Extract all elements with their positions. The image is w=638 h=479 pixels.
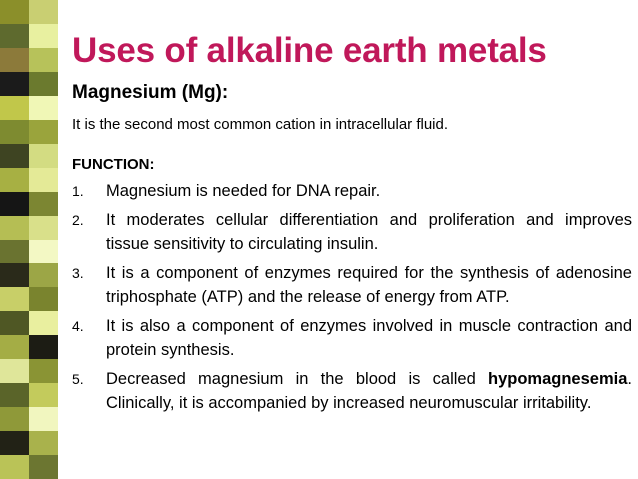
function-list: [72, 179, 632, 415]
stripe-swatch: [29, 407, 58, 431]
stripe-swatch: [29, 96, 58, 120]
stripe-block: [0, 335, 58, 359]
function-item: [72, 261, 632, 309]
stripe-swatch: [29, 240, 58, 264]
stripe-block: [0, 0, 58, 24]
stripe-swatch: [29, 383, 58, 407]
stripe-block: [0, 311, 58, 335]
stripe-swatch: [29, 72, 58, 96]
stripe-swatch: [29, 359, 58, 383]
slide-content: [72, 80, 632, 420]
stripe-swatch: [29, 287, 58, 311]
function-item: [72, 314, 632, 362]
stripe-swatch: [29, 144, 58, 168]
element-heading: Magnesium (Mg):: [72, 82, 229, 103]
item-number: 1.: [72, 183, 84, 199]
item-text: It moderates cellular differentiation and proliferation and improves tissue sensitivity to circulating insulin.: [106, 211, 632, 253]
stripe-swatch: [0, 263, 29, 287]
stripe-block: [0, 263, 58, 287]
item-text: It is also a component of enzymes involved in muscle contraction and protein synthesis.: [106, 317, 632, 359]
stripe-swatch: [29, 263, 58, 287]
stripe-swatch: [0, 144, 29, 168]
slide-title: Uses of alkaline earth metals: [72, 31, 547, 71]
function-item: [72, 179, 632, 203]
function-item: [72, 208, 632, 256]
stripe-swatch: [29, 455, 58, 479]
stripe-swatch: [0, 48, 29, 72]
item-text-before: Decreased magnesium in the blood is called: [106, 370, 489, 388]
stripe-swatch: [0, 72, 29, 96]
item-number: 3.: [72, 265, 84, 281]
stripe-swatch: [0, 96, 29, 120]
stripe-swatch: [0, 192, 29, 216]
stripe-block: [0, 168, 58, 192]
stripe-swatch: [29, 0, 58, 24]
stripe-swatch: [0, 431, 29, 455]
stripe-block: [0, 120, 58, 144]
stripe-swatch: [0, 287, 29, 311]
stripe-block: [0, 287, 58, 311]
stripe-block: [0, 48, 58, 72]
stripe-block: [0, 96, 58, 120]
item-number: 4.: [72, 318, 84, 334]
decorative-stripe: [0, 0, 58, 479]
stripe-swatch: [0, 168, 29, 192]
stripe-swatch: [0, 24, 29, 48]
stripe-swatch: [29, 120, 58, 144]
stripe-swatch: [0, 311, 29, 335]
item-number: 5.: [72, 371, 84, 387]
stripe-swatch: [0, 240, 29, 264]
stripe-swatch: [0, 383, 29, 407]
stripe-block: [0, 407, 58, 431]
stripe-swatch: [29, 431, 58, 455]
stripe-swatch: [29, 24, 58, 48]
intro-text: It is the second most common cation in intracellular fluid.: [72, 116, 449, 133]
stripe-swatch: [29, 168, 58, 192]
item-text-after: . Clinically, it is accompanied by increased neuromuscular irritability.: [106, 370, 632, 412]
stripe-swatch: [0, 359, 29, 383]
item-text: It is a component of enzymes required for the synthesis of adenosine triphosphate (ATP) and the release of energy from ATP.: [106, 264, 632, 306]
stripe-swatch: [29, 216, 58, 240]
stripe-block: [0, 144, 58, 168]
stripe-block: [0, 24, 58, 48]
stripe-block: [0, 240, 58, 264]
stripe-swatch: [0, 335, 29, 359]
stripe-swatch: [29, 335, 58, 359]
bold-term: hypomagnesemia: [488, 370, 628, 388]
stripe-block: [0, 455, 58, 479]
stripe-block: [0, 216, 58, 240]
stripe-block: [0, 359, 58, 383]
item-text: Magnesium is needed for DNA repair.: [106, 182, 381, 200]
stripe-block: [0, 72, 58, 96]
function-heading: FUNCTION:: [72, 156, 155, 173]
function-item: [72, 367, 632, 415]
stripe-block: [0, 431, 58, 455]
item-number: 2.: [72, 212, 84, 228]
stripe-swatch: [29, 48, 58, 72]
stripe-swatch: [0, 407, 29, 431]
stripe-swatch: [0, 455, 29, 479]
stripe-block: [0, 383, 58, 407]
stripe-swatch: [0, 216, 29, 240]
stripe-swatch: [0, 120, 29, 144]
item-text: [106, 367, 632, 415]
stripe-swatch: [29, 192, 58, 216]
stripe-swatch: [0, 0, 29, 24]
stripe-block: [0, 192, 58, 216]
stripe-swatch: [29, 311, 58, 335]
